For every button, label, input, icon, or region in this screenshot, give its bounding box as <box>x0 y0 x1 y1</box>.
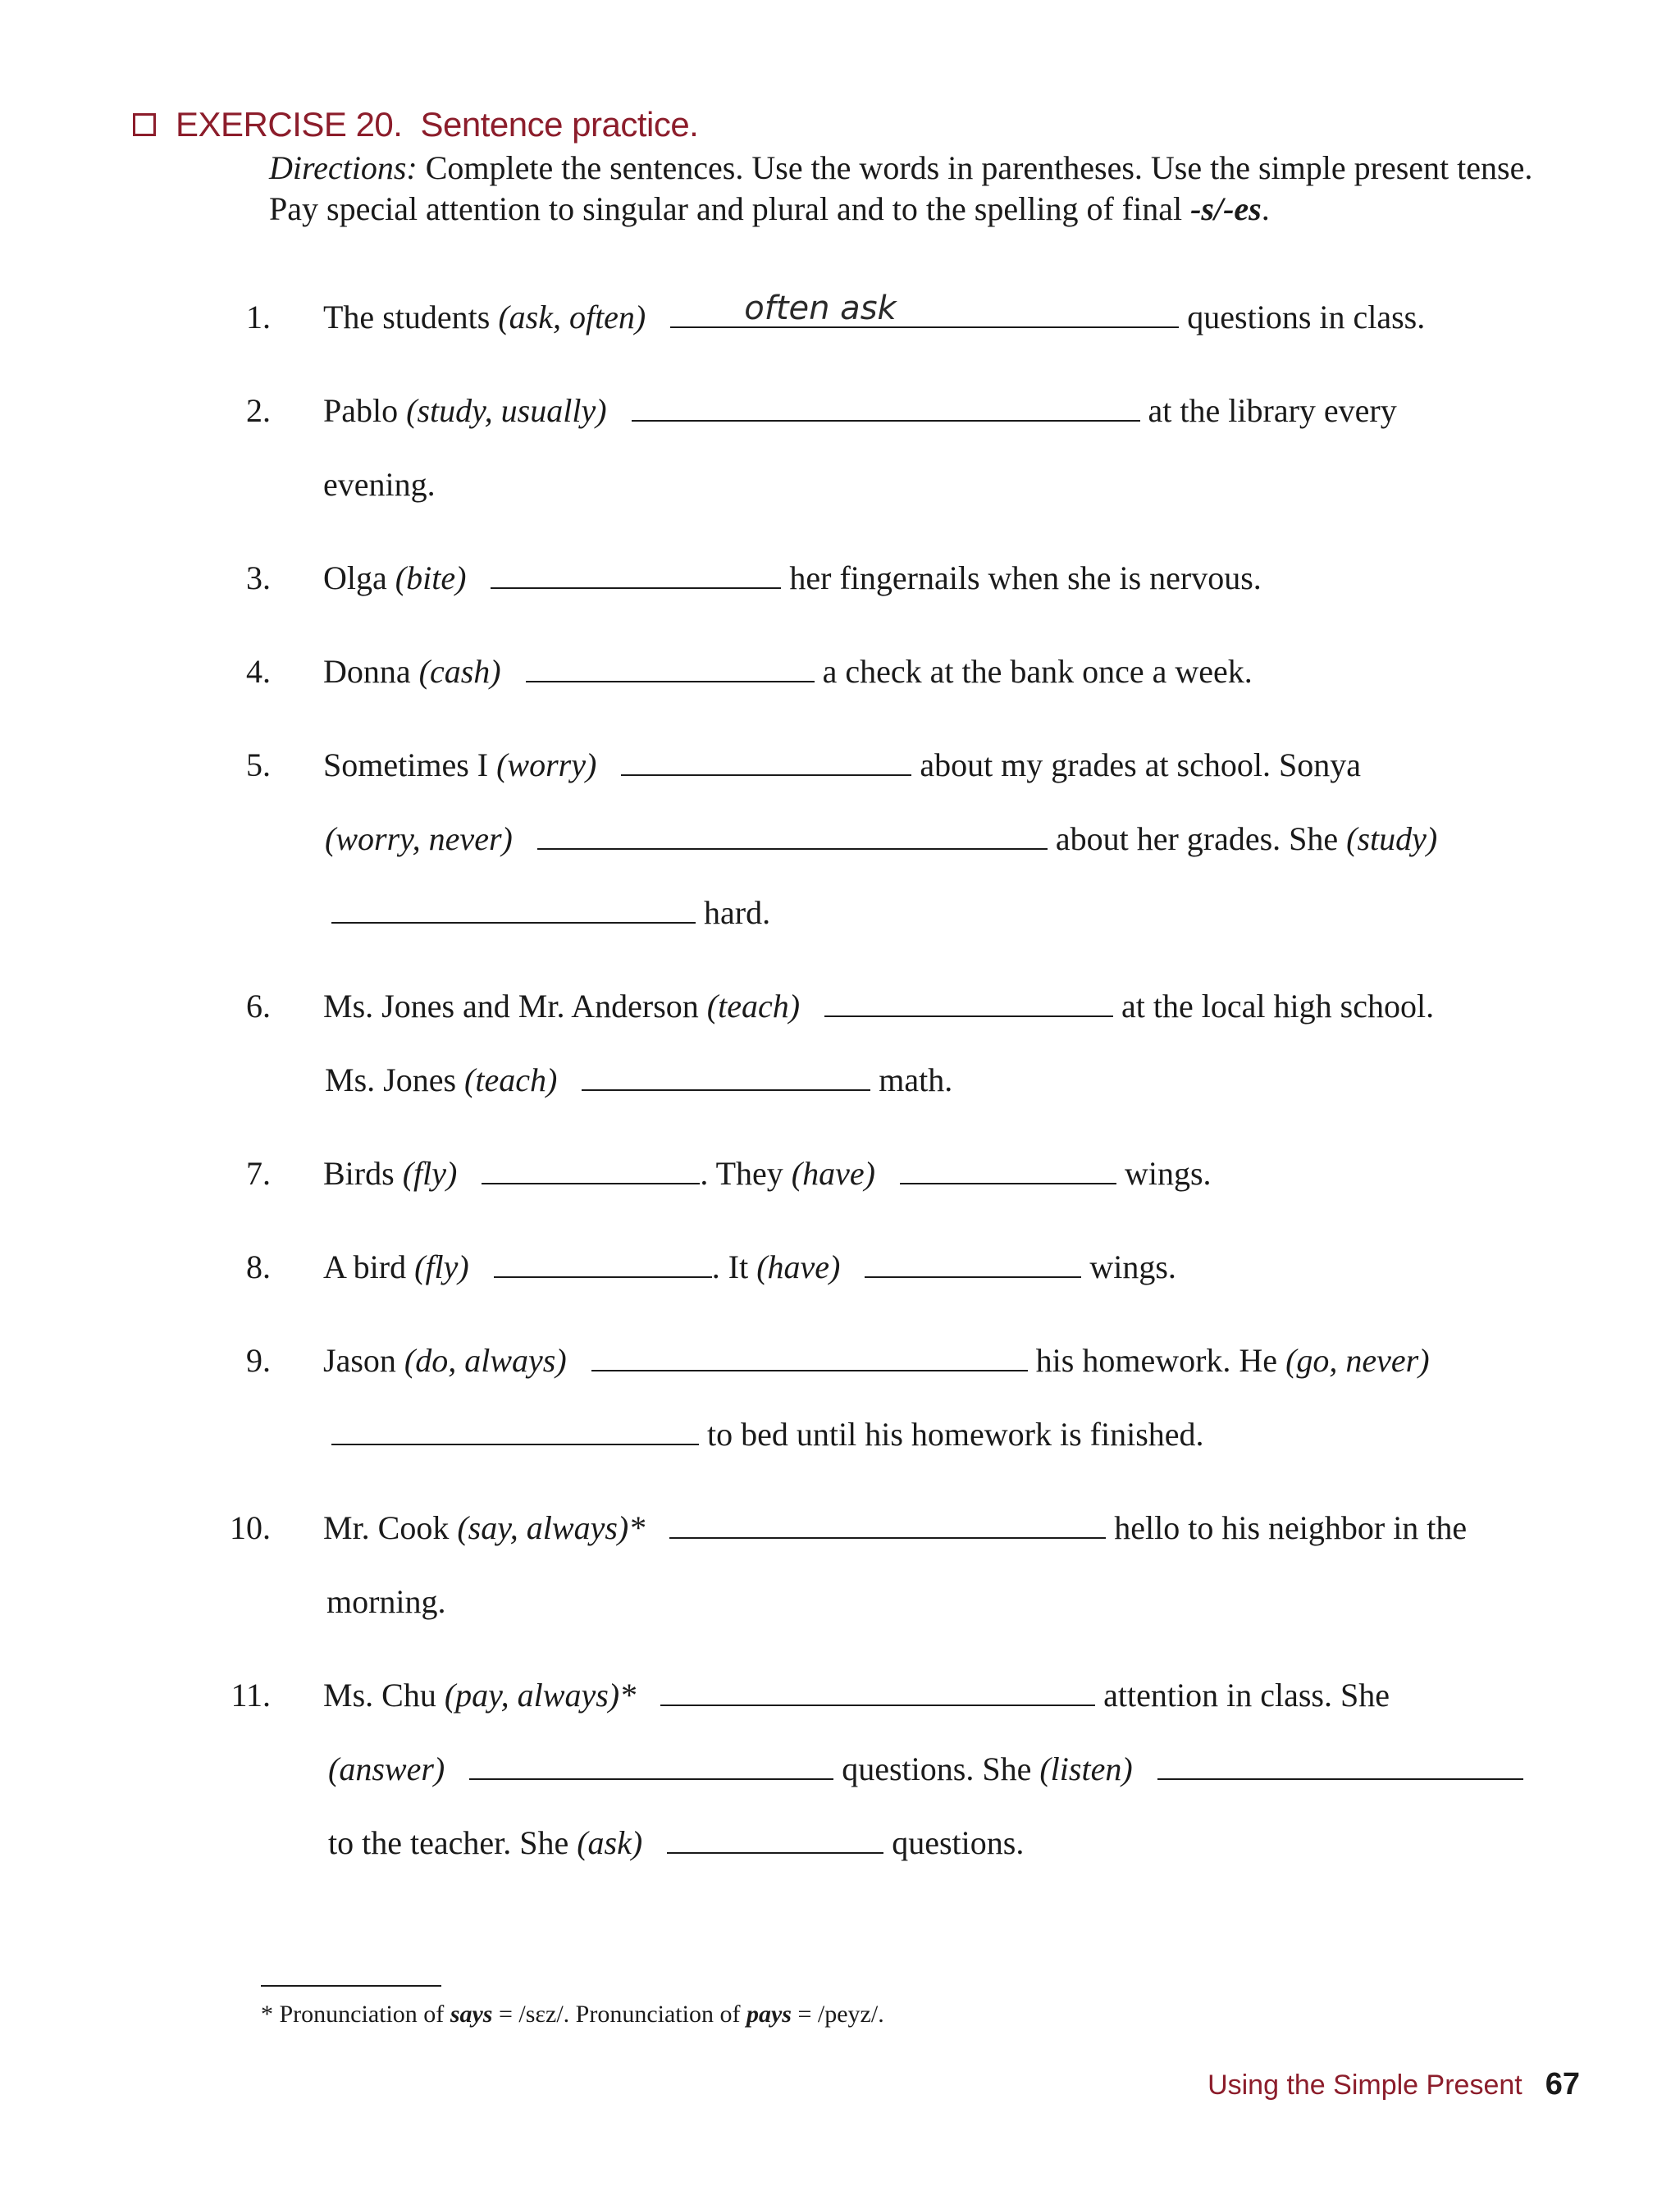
directions-ending: -s/-es <box>1190 190 1262 227</box>
answer-blank-4[interactable] <box>526 653 815 682</box>
item-4 <box>246 651 1253 692</box>
item-number: 5. <box>246 746 271 783</box>
item-text: A bird <box>323 1248 415 1285</box>
item-9-continued <box>331 1414 1204 1455</box>
item-9 <box>246 1340 1430 1381</box>
item-text: Ms. Chu <box>323 1677 445 1714</box>
item-text: Donna <box>323 653 419 690</box>
item-text: . They <box>700 1155 792 1192</box>
item-hint: (go, never) <box>1285 1342 1430 1379</box>
exercise-checkbox[interactable] <box>133 113 156 136</box>
answer-blank-10[interactable] <box>669 1509 1106 1539</box>
item-5-continued-2 <box>331 892 770 933</box>
item-hint: (teach) <box>706 988 801 1025</box>
item-hint: (fly) <box>402 1155 458 1192</box>
chapter-title: Using the Simple Present <box>1208 2070 1522 2101</box>
answer-blank-11b[interactable] <box>469 1750 833 1780</box>
answer-blank-3[interactable] <box>491 559 781 589</box>
item-number: 7. <box>246 1155 271 1192</box>
item-hint: (have) <box>756 1248 841 1285</box>
item-text: Ms. Jones and Mr. Anderson <box>323 988 707 1025</box>
item-hint: (study) <box>1346 820 1438 857</box>
item-text: about my grades at school. Sonya <box>911 746 1361 783</box>
item-number: 10. <box>230 1509 271 1546</box>
item-text: questions. She <box>833 1750 1040 1787</box>
exercise-heading <box>133 105 698 144</box>
directions <box>269 148 1573 230</box>
item-5 <box>246 745 1361 786</box>
directions-text: Complete the sentences. Use the words in parentheses. Use the simple present tense. Pay special attention to singular and plural and to the spelling of final <box>269 149 1533 227</box>
answer-blank-6b[interactable] <box>582 1061 870 1091</box>
item-number: 3. <box>246 559 271 596</box>
item-hint: (have) <box>791 1155 875 1192</box>
item-number: 8. <box>246 1248 271 1285</box>
item-11 <box>231 1675 1390 1716</box>
item-hint: (ask, often) <box>498 299 646 335</box>
item-text: The students <box>323 299 499 335</box>
answer-blank-11d[interactable] <box>667 1824 883 1854</box>
item-hint: (study, usually) <box>406 392 607 429</box>
item-number: 4. <box>246 653 271 690</box>
footnote <box>261 1998 884 2031</box>
answer-blank-5a[interactable] <box>621 746 911 776</box>
page-footer <box>1208 2067 1580 2102</box>
item-1 <box>246 290 1426 338</box>
item-text: math. <box>870 1061 953 1098</box>
item-7 <box>246 1153 1212 1194</box>
footnote-text: = /peyz/. <box>791 2001 884 2028</box>
item-text: hard. <box>696 894 771 931</box>
answer-blank-8b[interactable] <box>865 1248 1081 1278</box>
item-text: questions in class. <box>1179 299 1426 335</box>
item-3 <box>246 558 1262 599</box>
item-11-continued-2 <box>328 1823 1024 1864</box>
item-text: evening. <box>323 466 436 503</box>
item-text: a check at the bank once a week. <box>814 653 1253 690</box>
footnote-text: * Pronunciation of <box>261 2001 450 2028</box>
item-11-continued <box>328 1749 1523 1790</box>
answer-blank-6a[interactable] <box>824 988 1113 1017</box>
item-hint: (fly) <box>414 1248 469 1285</box>
item-hint: (bite) <box>395 559 467 596</box>
answer-blank-11c[interactable] <box>1157 1750 1523 1780</box>
item-text: morning. <box>326 1583 446 1620</box>
item-number: 1. <box>246 299 271 335</box>
item-hint: (teach) <box>464 1061 558 1098</box>
item-2 <box>246 390 1397 431</box>
footnote-divider <box>261 1985 441 1987</box>
item-text: questions. <box>883 1824 1025 1861</box>
item-hint: (listen) <box>1039 1750 1133 1787</box>
item-hint: (cash) <box>418 653 501 690</box>
item-text: Olga <box>323 559 395 596</box>
handwritten-answer: often ask <box>744 290 897 327</box>
item-text: Sometimes I <box>323 746 497 783</box>
item-number: 9. <box>246 1342 271 1379</box>
answer-blank-1[interactable] <box>670 290 1179 328</box>
item-hint: (worry) <box>496 746 597 783</box>
item-number: 2. <box>246 392 271 429</box>
item-hint: (say, always)* <box>457 1509 646 1546</box>
answer-blank-11a[interactable] <box>660 1677 1095 1706</box>
footnote-says: says <box>450 2001 493 2028</box>
item-text: his homework. He <box>1027 1342 1286 1379</box>
answer-blank-9a[interactable] <box>591 1342 1028 1371</box>
item-10-continued <box>326 1581 446 1622</box>
item-text: wings. <box>1116 1155 1212 1192</box>
answer-blank-2[interactable] <box>632 392 1140 422</box>
answer-blank-5c[interactable] <box>331 894 696 924</box>
answer-blank-7b[interactable] <box>900 1155 1116 1184</box>
item-text: wings. <box>1081 1248 1176 1285</box>
footnote-pays: pays <box>746 2001 792 2028</box>
item-8 <box>246 1247 1176 1288</box>
answer-blank-5b[interactable] <box>537 820 1048 850</box>
item-text: Mr. Cook <box>323 1509 458 1546</box>
directions-period: . <box>1261 190 1270 227</box>
item-hint: (do, always) <box>404 1342 567 1379</box>
directions-label: Directions: <box>269 149 418 186</box>
item-6 <box>246 986 1435 1027</box>
item-text: Pablo <box>323 392 407 429</box>
item-hint: (answer) <box>328 1750 445 1787</box>
item-number: 11. <box>231 1677 271 1714</box>
item-text: Jason <box>323 1342 404 1379</box>
item-text: attention in class. She <box>1095 1677 1390 1714</box>
item-text: to the teacher. She <box>328 1824 578 1861</box>
item-6-continued <box>325 1060 952 1101</box>
item-text: Birds <box>323 1155 403 1192</box>
answer-blank-7a[interactable] <box>482 1155 700 1184</box>
item-hint: (ask) <box>577 1824 643 1861</box>
item-text: Ms. Jones <box>325 1061 465 1098</box>
answer-blank-8a[interactable] <box>494 1248 712 1278</box>
item-2-continued <box>323 464 436 505</box>
item-text: . It <box>711 1248 757 1285</box>
item-text: at the library every <box>1139 392 1397 429</box>
item-10 <box>230 1508 1468 1549</box>
page-number: 67 <box>1545 2067 1580 2102</box>
exercise-title: Sentence practice. <box>420 105 699 144</box>
item-5-continued <box>325 819 1437 860</box>
item-text: hello to his neighbor in the <box>1106 1509 1468 1546</box>
item-text: to bed until his homework is finished. <box>699 1416 1204 1453</box>
item-hint: (worry, never) <box>325 820 513 857</box>
item-hint: (pay, always)* <box>444 1677 637 1714</box>
exercise-label: EXERCISE 20. <box>176 105 403 144</box>
item-text: about her grades. She <box>1047 820 1347 857</box>
item-text: at the local high school. <box>1113 988 1435 1025</box>
item-number: 6. <box>246 988 271 1025</box>
answer-blank-9b[interactable] <box>331 1416 699 1445</box>
item-text: her fingernails when she is nervous. <box>781 559 1262 596</box>
footnote-text: = /sɛz/. Pronunciation of <box>492 2001 746 2028</box>
